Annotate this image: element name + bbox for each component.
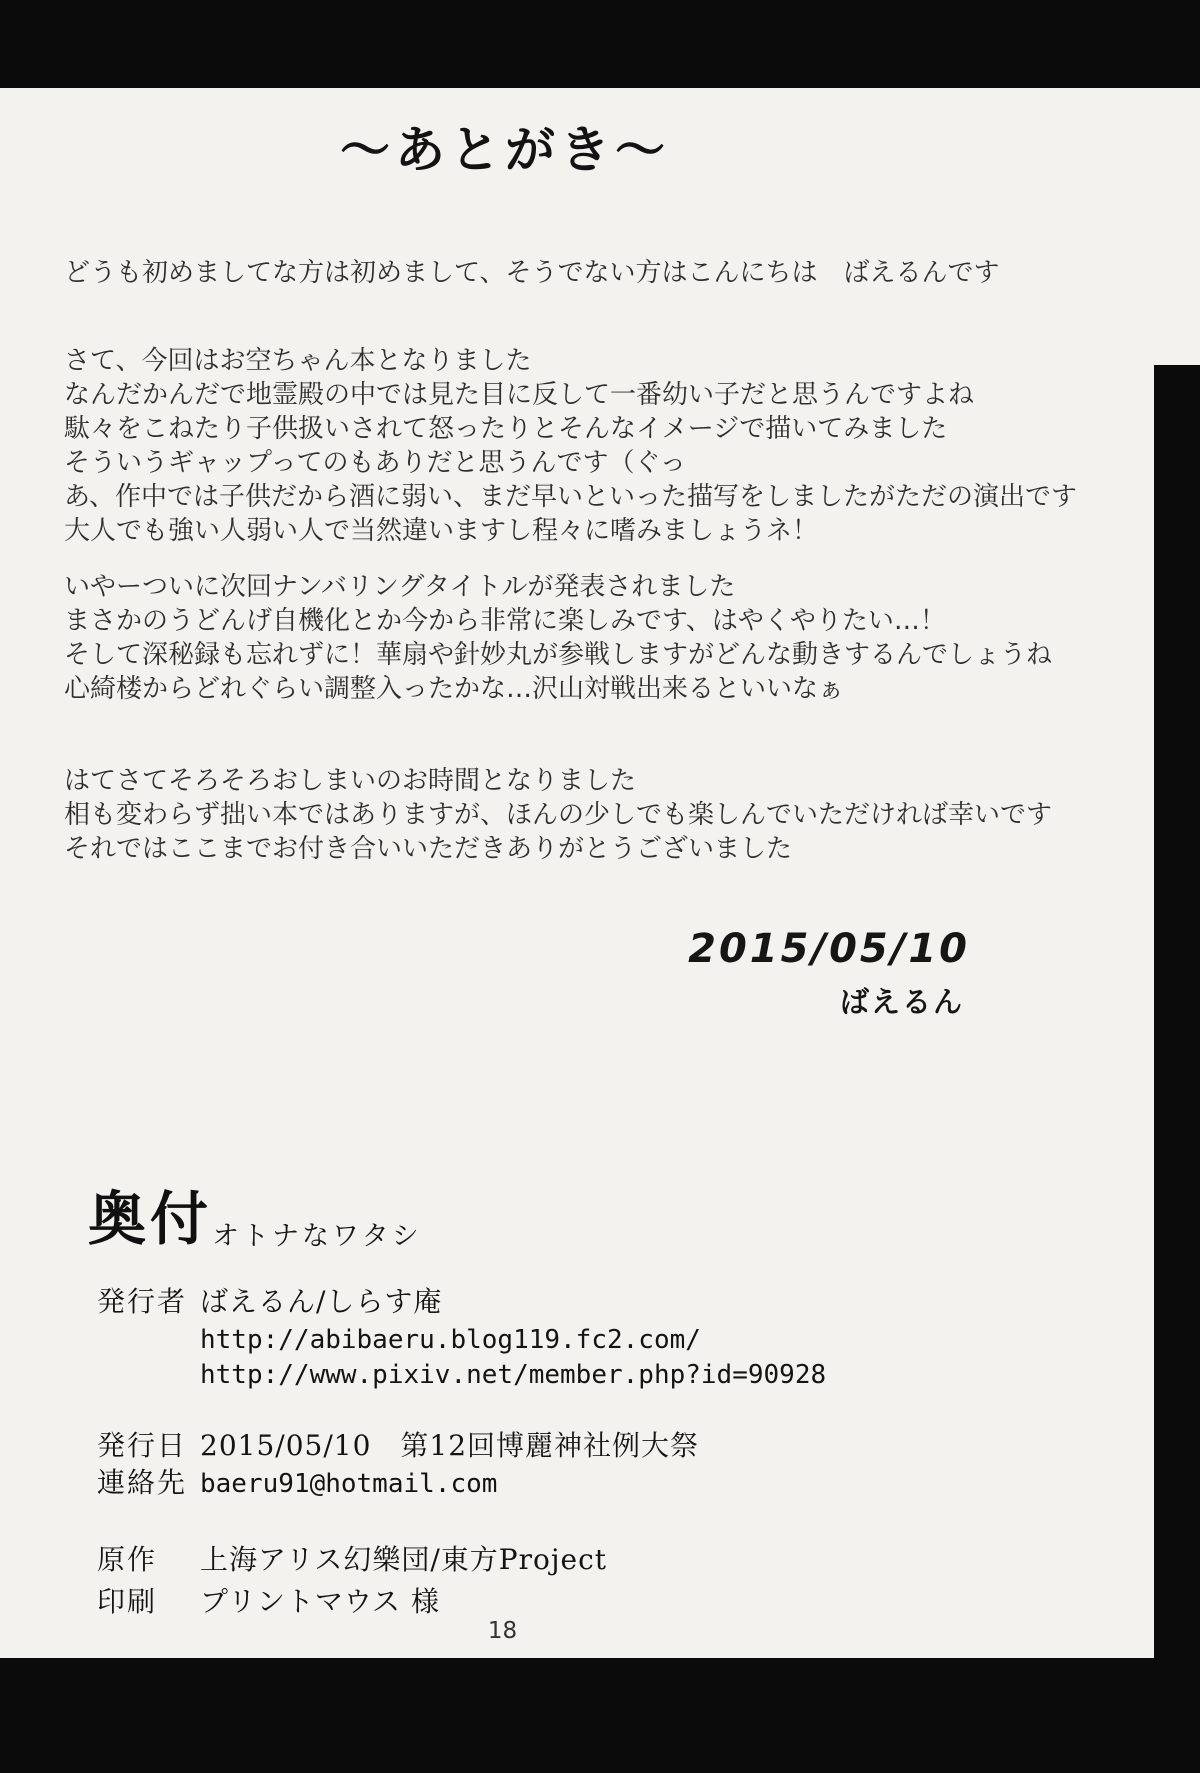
- text-line: どうも初めましてな方は初めまして、そうでない方はこんにちは ばえるんです: [64, 258, 1000, 288]
- signature-block: [560, 926, 970, 1021]
- scan-border-right: [1154, 365, 1200, 1665]
- afterword-paragraph-upcoming-games: [64, 570, 1052, 706]
- afterword-paragraph-closing: [64, 764, 1052, 866]
- row-label: 発行日: [97, 1429, 188, 1462]
- row-label: 原作: [97, 1543, 158, 1576]
- colophon-heading: 奥付: [88, 1185, 213, 1253]
- row-label: 印刷: [97, 1585, 158, 1618]
- row-value: ばえるん/しらす庵: [200, 1285, 443, 1318]
- colophon-row-printer: [97, 1580, 440, 1620]
- text-line: 心綺楼からどれぐらい調整入ったかな…沢山対戦出来るといいなぁ: [64, 674, 845, 704]
- afterword-title: ～あとがき～: [340, 121, 670, 179]
- text-line: そして深秘録も忘れずに！華扇や針妙丸が参戦しますがどんな動きするんでしょうね: [64, 640, 1053, 670]
- text-line: はてさてそろそろおしまいのお時間となりました: [64, 766, 637, 796]
- afterword-paragraph-greeting: [64, 256, 999, 290]
- colophon-row-publication-date: [97, 1424, 699, 1464]
- row-label: 連絡先: [97, 1466, 188, 1499]
- text-line: 駄々をこねたり子供扱いされて怒ったりとそんなイメージで描いてみました: [64, 414, 948, 444]
- colophon-row-original-work: [97, 1538, 607, 1578]
- text-line: 相も変わらず拙い本ではありますが、ほんの少しでも楽しんでいただければ幸いです: [64, 800, 1053, 830]
- row-value: 2015/05/10 第12回博麗神社例大祭: [200, 1429, 700, 1462]
- row-value: http://www.pixiv.net/member.php?id=90928: [200, 1360, 827, 1390]
- text-line: いやーついに次回ナンバリングタイトルが発表されました: [64, 572, 736, 602]
- row-value: 上海アリス幻樂団/東方Project: [200, 1543, 608, 1576]
- text-line: それではここまでお付き合いいただきありがとうございました: [64, 834, 793, 864]
- colophon-row-publisher: [97, 1280, 442, 1320]
- row-value: プリントマウス 様: [200, 1585, 440, 1618]
- text-line: まさかのうどんげ自機化とか今から非常に楽しみです、はやくやりたい…！: [64, 606, 946, 636]
- row-label: 発行者: [97, 1285, 188, 1318]
- afterword-paragraph-about-book: [64, 344, 1077, 548]
- colophon-book-title: オトナなワタシ: [212, 1221, 422, 1252]
- text-line: そういうギャップってのもありだと思うんです（ぐっ: [64, 448, 686, 478]
- colophon-row-blog-url: [97, 1322, 701, 1355]
- colophon-row-pixiv-url: [97, 1357, 826, 1390]
- handwritten-date: 2015/05/10: [688, 926, 970, 972]
- scan-border-bottom: [0, 1658, 1200, 1773]
- text-line: さて、今回はお空ちゃん本となりました: [64, 346, 532, 376]
- colophon-row-contact: [97, 1461, 497, 1501]
- scan-border-top: [0, 0, 1200, 88]
- page-number: 18: [487, 1618, 518, 1644]
- row-value: http://abibaeru.blog119.fc2.com/: [200, 1325, 701, 1355]
- row-value: baeru91@hotmail.com: [200, 1469, 498, 1499]
- text-line: なんだかんだで地霊殿の中では見た目に反して一番幼い子だと思うんですよね: [64, 380, 975, 410]
- text-line: あ、作中では子供だから酒に弱い、まだ早いといった描写をしましたがただの演出です: [64, 482, 1077, 512]
- text-line: 大人でも強い人弱い人で当然違いますし程々に嗜みましょうネ！: [64, 516, 819, 546]
- handwritten-signature: ばえるん: [839, 985, 964, 1019]
